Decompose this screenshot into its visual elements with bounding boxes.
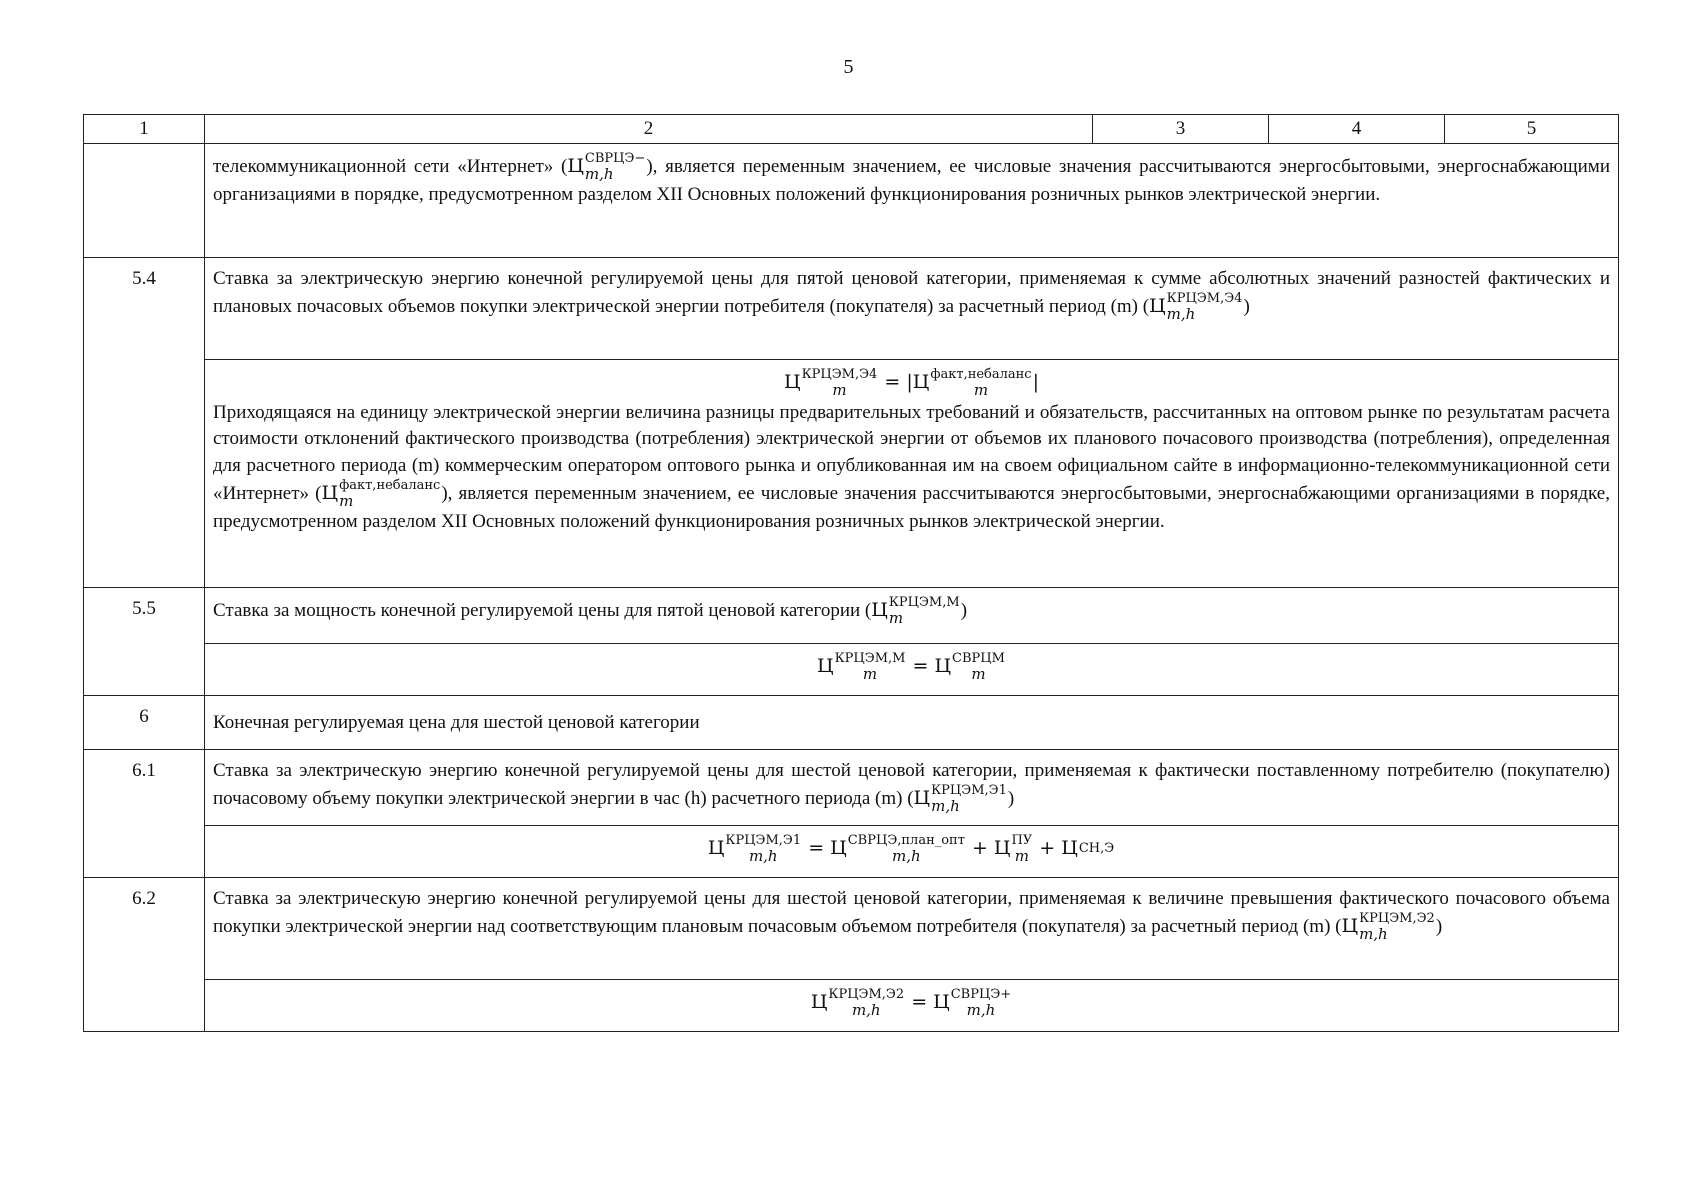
row-number-cell (84, 144, 205, 258)
description-6: Конечная регулируемая цена для шестой ценовой категории (205, 696, 1619, 750)
header-col-4: 4 (1269, 115, 1445, 144)
header-col-3: 3 (1093, 115, 1269, 144)
math-symbol: Ц КРЦЭМ,Э1 m,h (913, 783, 1007, 816)
page-number: 5 (843, 56, 854, 78)
table-row-6 (84, 696, 1619, 750)
description-5-5: Ставка за мощность конечной регулируемой цены для пятой ценовой категории (Ц КРЦЭМ,М m ) (205, 588, 1619, 644)
header-col-2: 2 (205, 115, 1093, 144)
table-row-5-4-formula (84, 360, 1619, 588)
table-row-continuation (84, 144, 1619, 258)
header-col-5: 5 (1445, 115, 1619, 144)
row-number-6: 6 (84, 696, 205, 750)
description-6-2: Ставка за электрическую энергию конечной регулируемой цены для шестой ценовой категории, применяемая к величине превышения фактического почасового объема покупки электрической энергии над соответствующим плановым почасовым объемом потребителя (покупателя) за расчетный период (m) (Ц КРЦЭМ,Э2 m,h ) (205, 878, 1619, 980)
row-number-6-1: 6.1 (84, 750, 205, 878)
formula-6-1: Ц КРЦЭМ,Э1 m,h = Ц СВРЦЭ,план_опт m,h + Ц ПУ m + Ц СН,Э (205, 826, 1619, 878)
row-number-5-4: 5.4 (84, 258, 205, 588)
formula-6-2: Ц КРЦЭМ,Э2 m,h = Ц СВРЦЭ+ m,h (205, 980, 1619, 1032)
description-6-1: Ставка за электрическую энергию конечной регулируемой цены для шестой ценовой категории, применяемая к фактически поставленному потребителю (покупателю) почасовому объему покупки электрической энергии в час (h) расчетного периода (m) (Ц КРЦЭМ,Э1 m,h ) (205, 750, 1619, 826)
formula-5-4: Ц КРЦЭМ,Э4 m = |Ц факт,небаланс m | (784, 367, 1039, 400)
tariff-table (83, 114, 1619, 1032)
table-row-6-1-desc (84, 750, 1619, 826)
row-number-6-2: 6.2 (84, 878, 205, 1032)
formula-5-5: Ц КРЦЭМ,М m = Ц СВРЦМ m (205, 644, 1619, 696)
formula-cell-5-4 (205, 360, 1619, 588)
header-col-1: 1 (84, 115, 205, 144)
continuation-text: телекоммуникационной сети «Интернет» (Ц СВРЦЭ− m,h ), является переменным значением, ее числовые значения рассчитываются энергосбытовыми, энергоснабжающими организациями в порядке, предусмотренном разделом XII Основных положений функционирования розничных рынков электрической энергии. (205, 144, 1619, 258)
row-number-5-5: 5.5 (84, 588, 205, 696)
table-row-5-5-desc (84, 588, 1619, 644)
math-symbol: Ц СВРЦЭ− m,h (567, 151, 646, 184)
math-symbol: Ц КРЦЭМ,Э2 m,h (1341, 911, 1435, 944)
table-row-6-1-formula (84, 826, 1619, 878)
table-row-5-4-desc (84, 258, 1619, 360)
math-symbol: Ц КРЦЭМ,М m (871, 595, 960, 628)
table-row-6-2-formula (84, 980, 1619, 1032)
explanation-5-4: Приходящаяся на единицу электрической энергии величина разницы предварительных требований и обязательств, рассчитанных на оптовом рынке по результатам расчета стоимости отклонений фактического производства (потребления) электрической энергии от объемов их планового почасового производства (потребления), определенная для расчетного периода (m) коммерческим оператором оптового рынка и опубликованная им на своем официальном сайте в информационно-телекоммуникационной сети «Интернет» (Ц факт,небаланс m ), является переменным значением, ее числовые значения рассчитываются энергосбытовыми, энергоснабжающими организациями в порядке, предусмотренном разделом XII Основных положений функционирования розничных рынков электрической энергии. (213, 402, 1610, 532)
table-row-6-2-desc (84, 878, 1619, 980)
table-row-5-5-formula (84, 644, 1619, 696)
description-5-4: Ставка за электрическую энергию конечной регулируемой цены для пятой ценовой категории, применяемая к сумме абсолютных значений разностей фактических и плановых почасовых объемов покупки электрической энергии потребителя (покупателя) за расчетный период (m) (Ц КРЦЭМ,Э4 m,h ) (205, 258, 1619, 360)
math-symbol: Ц факт,небаланс m (321, 477, 441, 510)
math-symbol: Ц КРЦЭМ,Э4 m,h (1149, 291, 1243, 324)
table-header-row (84, 115, 1619, 144)
